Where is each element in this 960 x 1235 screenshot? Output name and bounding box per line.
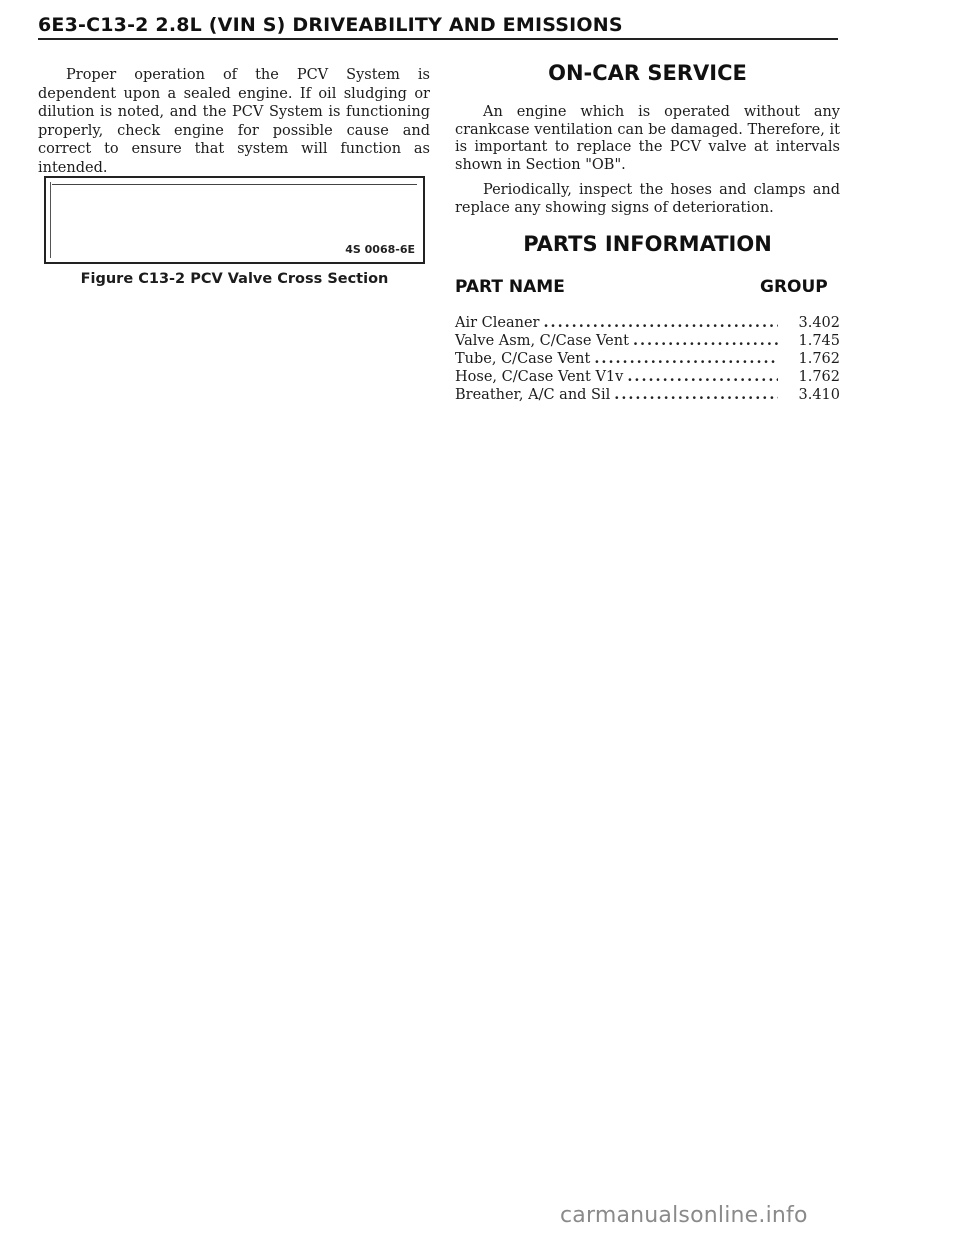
parts-list — [455, 314, 840, 404]
parts-row — [455, 350, 840, 368]
parts-information-heading: PARTS INFORMATION — [523, 232, 772, 256]
part-group: 1.745 — [798, 333, 840, 349]
service-paragraph-1: An engine which is operated without any crankcase ventilation can be damaged. Therefore, it is important to replace the PCV valve at intervals shown in Section "OB". — [455, 104, 840, 173]
part-name: Tube, C/Case Vent — [455, 351, 591, 367]
dot-leader — [627, 368, 778, 386]
page-header-title: 6E3-C13-2 2.8L (VIN S) DRIVEABILITY AND EMISSIONS — [38, 14, 623, 36]
parts-row — [455, 386, 840, 404]
part-group: 1.762 — [798, 351, 840, 367]
part-group: 1.762 — [798, 369, 840, 385]
dot-leader — [543, 314, 778, 332]
figure-code: 4S 0068-6E — [345, 243, 415, 256]
part-name: Valve Asm, C/Case Vent — [455, 333, 629, 349]
parts-row — [455, 314, 840, 332]
part-name-column-header: PART NAME — [455, 277, 565, 297]
part-name: Air Cleaner — [455, 315, 540, 331]
figure-caption: Figure C13-2 PCV Valve Cross Section — [80, 271, 389, 287]
figure-pcv-valve — [44, 176, 425, 264]
part-name: Breather, A/C and Sil — [455, 387, 611, 403]
dot-leader — [614, 386, 778, 404]
on-car-service-heading: ON-CAR SERVICE — [548, 61, 747, 85]
dot-leader — [633, 332, 778, 350]
group-column-header: GROUP — [760, 277, 828, 297]
intro-paragraph: Proper operation of the PCV System is dependent upon a sealed engine. If oil sludging or dilution is noted, and the PCV System is functioning properly, check engine for possible cause and correct to ensure that system will function as intended. — [38, 67, 430, 176]
service-paragraph-2: Periodically, inspect the hoses and clamps and replace any showing signs of deterioration. — [455, 182, 840, 216]
dot-leader — [594, 350, 778, 368]
watermark: carmanualsonline.info — [560, 1203, 808, 1228]
parts-row — [455, 332, 840, 350]
part-group: 3.410 — [798, 387, 840, 403]
header-rule — [38, 38, 838, 40]
parts-row — [455, 368, 840, 386]
part-name: Hose, C/Case Vent V1v — [455, 369, 624, 385]
part-group: 3.402 — [798, 315, 840, 331]
